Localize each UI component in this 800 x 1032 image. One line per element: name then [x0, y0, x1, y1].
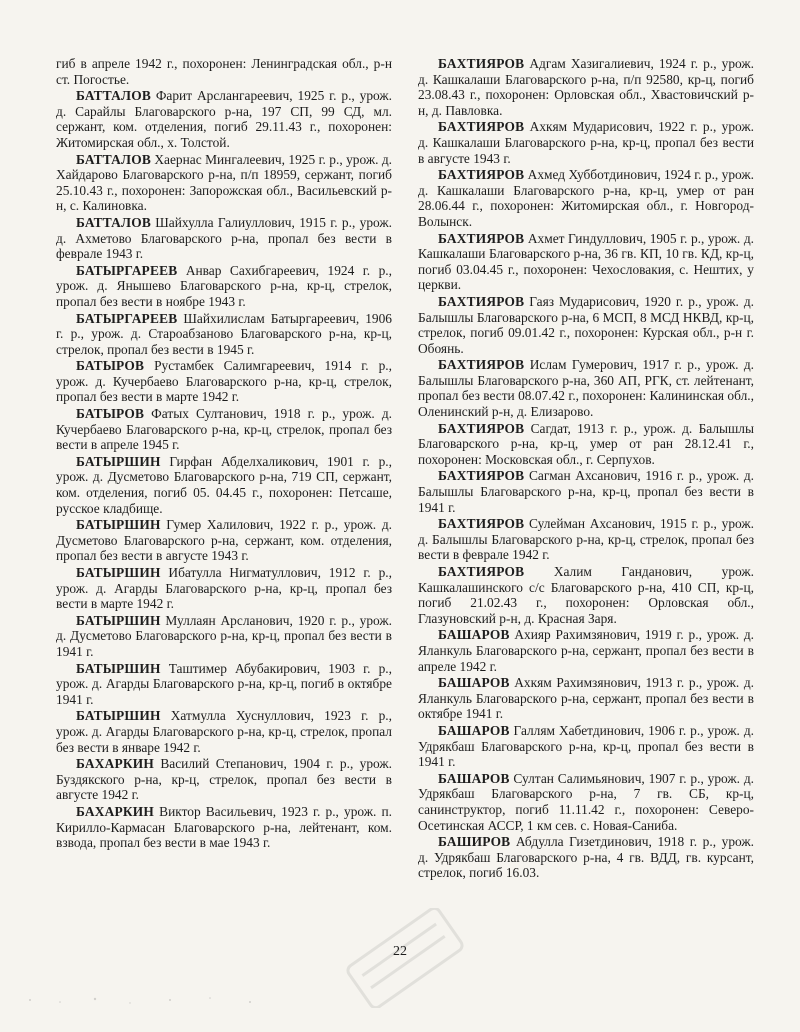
entry	[418, 231, 754, 293]
entry-text: Фатых Султанович, 1918 г. р., урож. д. Кучербаево Благоварского р-на, кр-ц, стрелок, пропал без вести в апреле 1945 г.	[56, 406, 392, 453]
entry	[56, 708, 392, 755]
entry	[56, 613, 392, 660]
entry-text: Шайхилислам Батыргареевич, 1906 г. р., урож. д. Староабзаново Благоварского р-на, кр-ц, стрелок, пропал без вести в 1945 г.	[56, 310, 392, 357]
entry-text: Муллаян Арсланович, 1920 г. р., урож. д. Дусметово Благоварского р-на, кр-ц, пропал без вести в 1941 г.	[56, 612, 392, 659]
entry-text: Ахкям Мударисович, 1922 г. р., урож. д. Кашкалаши Благоварского р-на, кр-ц, пропал без вести в августе 1943 г.	[418, 119, 754, 166]
entry-text: Хаернас Мингалеевич, 1925 г. р., урож. д. Хайдарово Благоварского р-на, п/п 18959, сержант, погиб 25.10.43 г., похоронен: Запорожская обл., Васильевский р-н, с. Калиновка.	[56, 151, 392, 214]
entry	[418, 627, 754, 674]
entry-surname: БАТЫРШИН	[76, 453, 161, 469]
entry-text: Галлям Хабетдинович, 1906 г. р., урож. д. Удрякбаш Благоварского р-на, кр-ц, пропал без вести в 1941 г.	[418, 722, 754, 770]
right-column	[418, 56, 754, 882]
entry-surname: БАТЫРШИН	[76, 708, 161, 724]
entry-text: Фарит Арслангареевич, 1925 г. р., урож. д. Сарайлы Благоварского р-на, 197 СП, 99 СД, мл. сержант, ком. отделения, погиб 29.11.43 г., похоронен: Житомирская обл., х. Толстой.	[56, 88, 392, 150]
entry	[418, 56, 754, 118]
entry-text: Василий Степанович, 1904 г. р., урож. Буздякского р-на, кр-ц, стрелок, пропал без вести в августе 1942 г.	[56, 756, 392, 803]
entry-surname: БАХТИЯРОВ	[438, 420, 525, 436]
entry	[418, 119, 754, 166]
entry-text: Таштимер Абубакирович, 1903 г. р., урож. д. Агарды Благоварского р-на, кр-ц, погиб в октябре 1941 г.	[56, 660, 392, 707]
entry-surname: БАХТИЯРОВ	[438, 468, 525, 484]
entry	[56, 358, 392, 405]
entry-text: Гирфан Абделхаликович, 1901 г. р., урож. д. Дусметово Благоварского р-на, 719 СП, сержант, ком. отделения, погиб 05. 04.45 г., похоронен: Петсаше, русское кладбище.	[56, 453, 392, 516]
entry	[56, 88, 392, 150]
entry-surname: БАХАРКИН	[76, 756, 155, 772]
entry	[56, 454, 392, 516]
entry-text: Ахияр Рахимзянович, 1919 г. р., урож. д. Яланкуль Благоварского р-на, сержант, пропал без вести в апреле 1942 г.	[418, 627, 754, 674]
entry	[418, 564, 754, 626]
entry-surname: БАТЫРОВ	[76, 406, 145, 422]
entry-surname: БАШАРОВ	[438, 770, 510, 786]
entry	[418, 834, 754, 881]
entry-surname: БАХАРКИН	[76, 803, 155, 819]
entry-surname: БАШАРОВ	[438, 722, 510, 738]
entry-text: Адгам Хазигалиевич, 1924 г. р., урож. д. Кашкалаши Благоварского р-на, п/п 92580, кр-ц, погиб 23.08.43 г., похоронен: Орловская обл., Хвастовичский р-н, д. Павловка.	[418, 56, 754, 118]
entry-text: Ахкям Рахимзянович, 1913 г. р., урож. д. Яланкуль Благоварского р-на, сержант, пропал без вести в октябре 1941 г.	[418, 675, 754, 722]
entry-surname: БАХТИЯРОВ	[438, 230, 525, 246]
entry-surname: БАШАРОВ	[438, 627, 510, 643]
entry	[418, 723, 754, 770]
entry	[418, 468, 754, 515]
entry-surname: БАТЫРГАРЕЕВ	[76, 310, 178, 326]
left-column	[56, 56, 392, 852]
page-number: 22	[393, 944, 407, 959]
entry	[56, 311, 392, 358]
entry-text: Шайхулла Галиуллович, 1915 г. р., урож. д. Ахметово Благоварского р-на, пропал без вести в феврале 1943 г.	[56, 214, 392, 262]
entry-surname: БАХТИЯРОВ	[438, 56, 525, 71]
entry-text: Ахмед Хубботдинович, 1924 г. р., урож. д. Кашкалаши Благоварского р-на, кр-ц, умер от ран 28.06.44 г., похоронен: Житомирская обл., г. Новгород-Волынск.	[418, 167, 754, 229]
entry	[418, 357, 754, 419]
entry-surname: БАТЫРШИН	[76, 565, 161, 580]
entry-text: Виктор Васильевич, 1923 г. р., урож. п. Кирилло-Кармасан Благоварского р-на, лейтенант, ком. взвода, пропал без вести в мае 1943 г.	[56, 803, 392, 851]
entry-text: Ахмет Гиндуллович, 1905 г. р., урож. д. Кашкалаши Благоварского р-на, 36 гв. КП, 10 гв. КД, кр-ц, погиб 03.04.45 г., похоронен: Чехословакия, с. Нештих, у церкви.	[418, 230, 754, 293]
entry-text: Сагдат, 1913 г. р., урож. д. Балышлы Благоварского р-на, кр-ц, умер от ран 28.12.41 г., похоронен: Московская обл., г. Серпухов.	[418, 420, 754, 467]
entry-surname: БАТЫРШИН	[76, 612, 161, 628]
entry-text: Сулейман Ахсанович, 1915 г. р., урож. д. Балышлы Благоварского р-на, кр-ц, стрелок, пропал без вести в феврале 1942 г.	[418, 516, 754, 563]
entry-text: Рустамбек Салимгареевич, 1914 г. р., урож. д. Кучербаево Благоварского р-на, кр-ц, стрелок, пропал без вести в марте 1942 г.	[56, 358, 392, 405]
entry-surname: БАШАРОВ	[438, 675, 510, 691]
entry	[56, 215, 392, 262]
entry-surname: БАХТИЯРОВ	[438, 119, 525, 135]
entry-text: Халим Ганданович, урож. Кашкалашинского с/с Благоварского р-на, 410 СП, кр-ц, погиб 21.02.43 г., похоронен: Орловская обл., Глазуновский р-н, д. Красная Заря.	[418, 564, 754, 626]
entry-surname: БАХТИЯРОВ	[438, 357, 525, 373]
entry-text: Сагман Ахсанович, 1916 г. р., урож. д. Балышлы Благоварского р-на, кр-ц, пропал без вести в 1941 г.	[418, 468, 754, 515]
entry-surname: БАТТАЛОВ	[76, 214, 151, 230]
entry	[418, 516, 754, 563]
entry-text: Абдулла Гизетдинович, 1918 г. р., урож. д. Удрякбаш Благоварского р-на, 4 гв. ВДД, гв. курсант, стрелок, погиб 16.03.	[418, 834, 754, 881]
entry	[418, 675, 754, 722]
entry	[418, 421, 754, 468]
entry-surname: БАТЫРШИН	[76, 517, 161, 533]
entry-text: Гумер Халилович, 1922 г. р., урож. д. Дусметово Благоварского р-на, сержант, ком. отделения, пропал без вести в августе 1943 г.	[56, 517, 392, 564]
entry	[418, 294, 754, 356]
entry-surname: БАХТИЯРОВ	[438, 293, 525, 309]
entry-surname: БАШИРОВ	[438, 834, 511, 850]
entry-surname: БАТТАЛОВ	[76, 151, 151, 167]
entry-text: Анвар Сахибгареевич, 1924 г. р., урож. д. Янышево Благоварского р-на, кр-ц, стрелок, пропал без вести в ноябре 1943 г.	[56, 262, 392, 309]
entry	[56, 756, 392, 803]
entry-surname: БАХТИЯРОВ	[438, 167, 525, 183]
scan-noise-icon	[20, 990, 320, 1010]
entry	[56, 56, 392, 87]
entry-surname: БАТТАЛОВ	[76, 88, 151, 104]
entry	[418, 167, 754, 229]
entry-text: Хатмулла Хуснуллович, 1923 г. р., урож. д. Агарды Благоварского р-на, кр-ц, стрелок, пропал без вести в январе 1942 г.	[56, 708, 392, 755]
entry-text: Султан Салимьянович, 1907 г. р., урож. д. Удрякбаш Благоварского р-на, 7 гв. СБ, кр-ц, санинструктор, погиб 11.11.42 г., похоронен: Северо-Осетинская АССР, 1 км сев. с. Новая-Саниба.	[418, 770, 754, 833]
entry-text: Гаяз Мударисович, 1920 г. р., урож. д. Балышлы Благоварского р-на, 6 МСП, 8 МСД НКВД, кр-ц, стрелок, погиб 09.01.42 г., похоронен: Курская обл., р-н г. Обоянь.	[418, 293, 754, 356]
entry	[56, 152, 392, 214]
entry-surname: БАХТИЯРОВ	[438, 516, 525, 532]
entry-surname: БАТЫРШИН	[76, 660, 161, 676]
entry	[418, 771, 754, 833]
entry-text: Ибатулла Нигматуллович, 1912 г. р., урож. д. Агарды Благоварского р-на, кр-ц, пропал без вести в марте 1942 г.	[56, 565, 392, 612]
entry	[56, 263, 392, 310]
entry	[56, 406, 392, 453]
entry-text: гиб в апреле 1942 г., похоронен: Ленинградская обл., р-н ст. Погостье.	[56, 56, 392, 87]
entry-surname: БАТЫРГАРЕЕВ	[76, 262, 178, 278]
entry	[56, 565, 392, 612]
entry-text: Ислам Гумерович, 1917 г. р., урож. д. Балышлы Благоварского р-на, 360 АП, РГК, ст. лейтенант, пропал без вести 08.07.42 г., похоронен: Калининская обл., Оленинский р-н, д. Елизарово.	[418, 357, 754, 420]
entry	[56, 517, 392, 564]
entry	[56, 661, 392, 708]
entry-surname: БАТЫРОВ	[76, 358, 145, 374]
entry-surname: БАХТИЯРОВ	[438, 564, 525, 579]
entry	[56, 804, 392, 851]
